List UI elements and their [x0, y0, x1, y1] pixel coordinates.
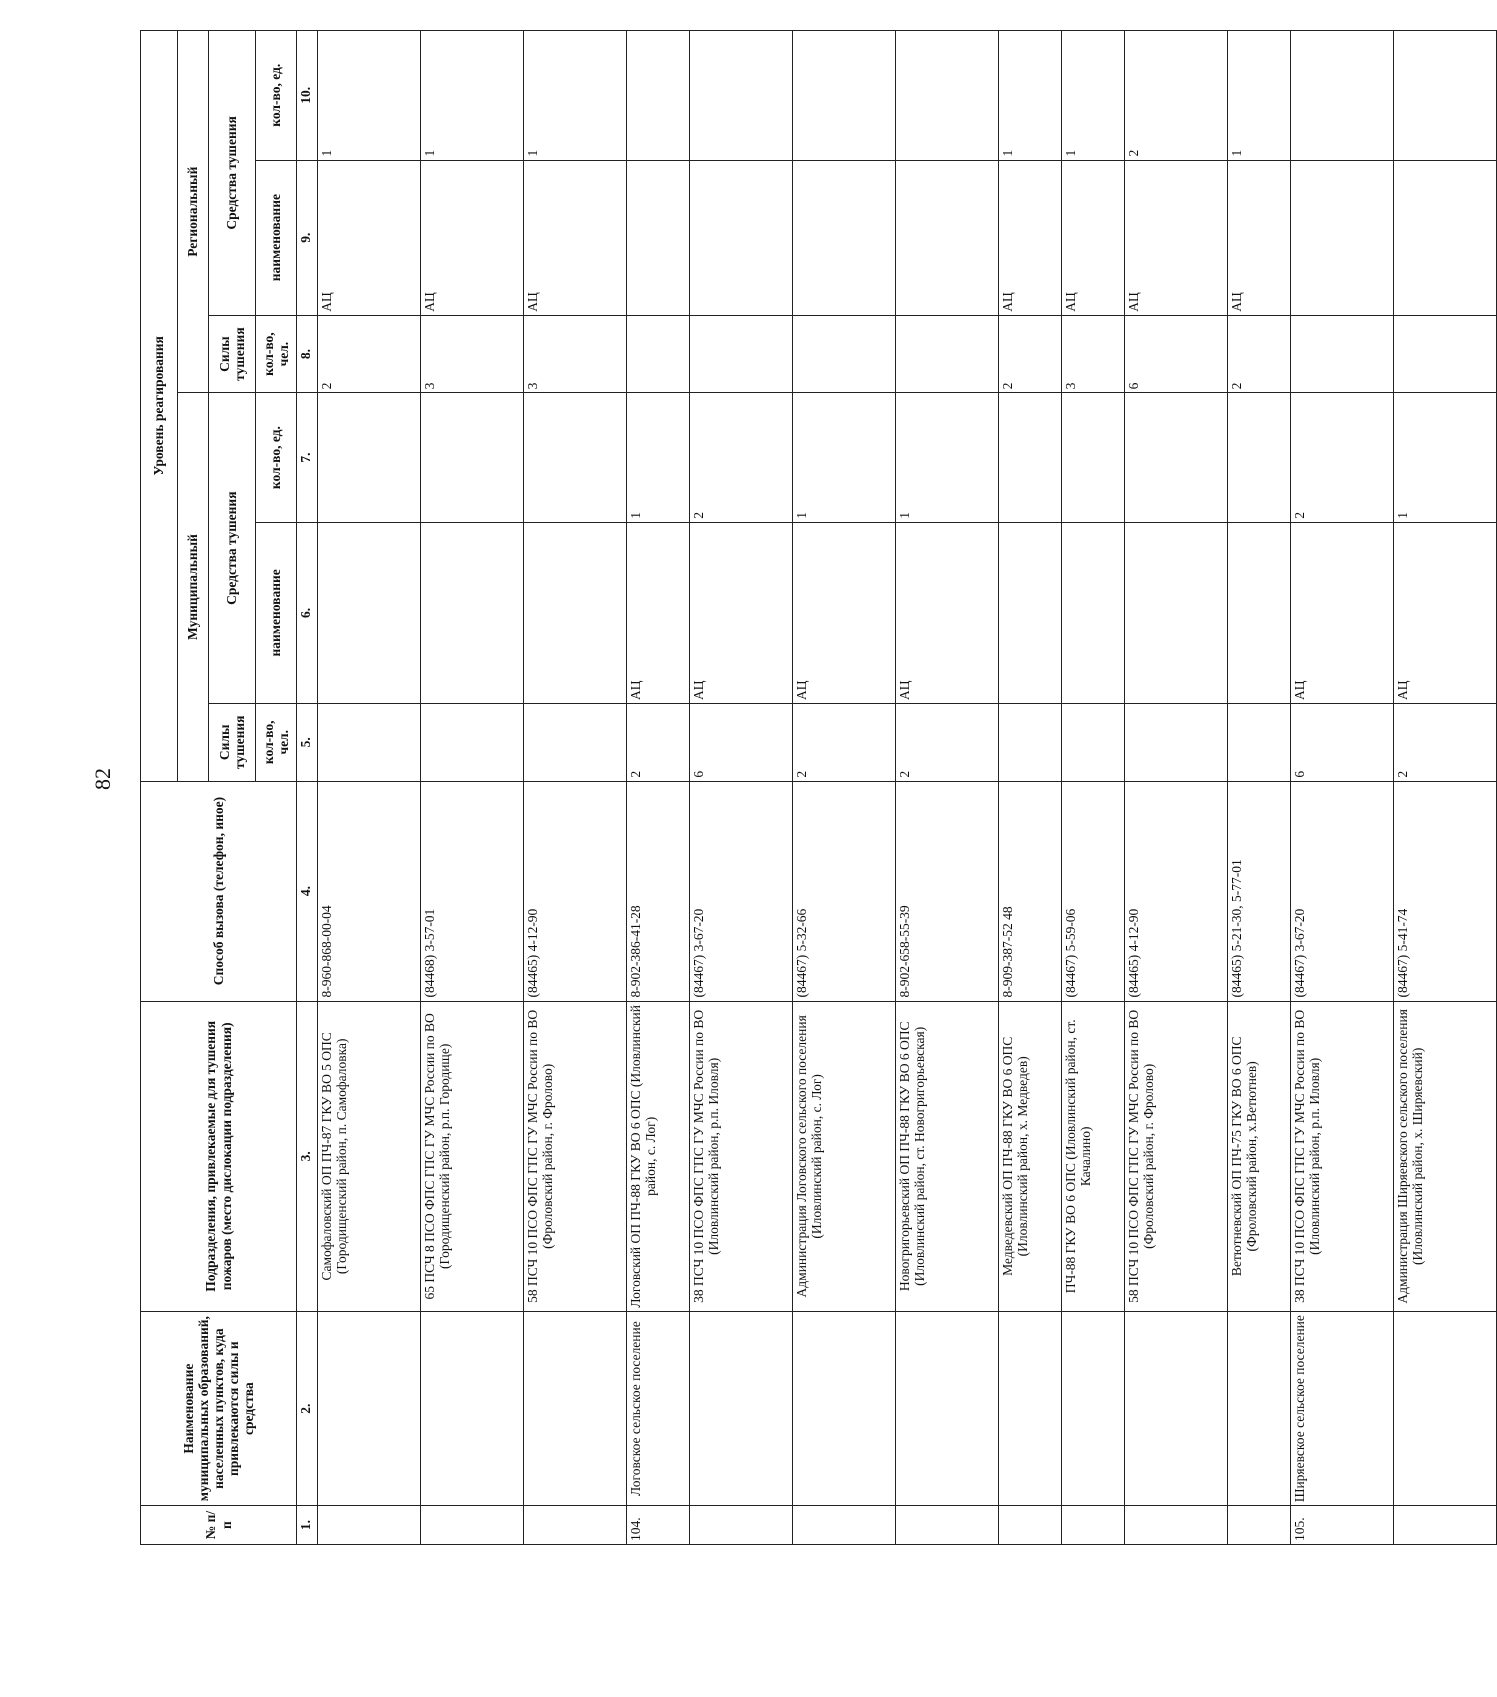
settlement-name: [896, 1312, 999, 1506]
header-regional: Региональный: [178, 31, 209, 393]
regional-means-count: [793, 31, 896, 161]
table-row: [1062, 31, 1125, 1545]
municipal-forces-count: [318, 703, 421, 781]
column-number: 3.: [297, 1001, 318, 1312]
municipal-forces-count: [1062, 703, 1125, 781]
row-number: [524, 1506, 627, 1545]
call-phone: 8-960-868-00-04: [318, 781, 421, 1001]
table-row: [627, 31, 690, 1545]
row-number: [1125, 1506, 1228, 1545]
regional-forces-count: 6: [1125, 315, 1228, 393]
regional-means-count: [627, 31, 690, 161]
municipal-forces-count: [524, 703, 627, 781]
call-phone: (84467) 3-67-20: [1291, 781, 1394, 1001]
municipal-means-count: [1228, 393, 1291, 522]
regional-means-name: АЦ: [524, 160, 627, 315]
regional-means-name: [1291, 160, 1394, 315]
header-m-name: наименование: [256, 522, 297, 703]
regional-means-count: [690, 31, 793, 161]
header-municipal-forces: Силы тушения: [209, 703, 256, 781]
header-regional-forces: Силы тушения: [209, 315, 256, 393]
table-row: [1228, 31, 1291, 1545]
fire-unit: Ветютневский ОП ПЧ-75 ГКУ ВО 6 ОПС (Фроловский район, х.Ветютнев): [1228, 1001, 1291, 1312]
regional-forces-count: 3: [421, 315, 524, 393]
municipal-means-count: 1: [793, 393, 896, 522]
table-row: [1125, 31, 1228, 1545]
call-phone: (84465) 4-12-90: [1125, 781, 1228, 1001]
municipal-means-count: [1125, 393, 1228, 522]
municipal-means-name: АЦ: [896, 522, 999, 703]
table-row: [524, 31, 627, 1545]
regional-means-name: АЦ: [318, 160, 421, 315]
municipal-means-name: АЦ: [627, 522, 690, 703]
settlement-name: [524, 1312, 627, 1506]
fire-unit: ПЧ-88 ГКУ ВО 6 ОПС (Иловлинский район, ст. Качалино): [1062, 1001, 1125, 1312]
regional-means-name: АЦ: [999, 160, 1062, 315]
call-phone: 8-909-387-52 48: [999, 781, 1062, 1001]
municipal-means-name: [318, 522, 421, 703]
municipal-means-name: АЦ: [1394, 522, 1497, 703]
row-number: [1062, 1506, 1125, 1545]
fire-unit: 58 ПСЧ 10 ПСО ФПС ГПС ГУ МЧС России по ВО (Фроловский район, г. Фролово): [524, 1001, 627, 1312]
column-number: 2.: [297, 1312, 318, 1506]
regional-forces-count: [1394, 315, 1497, 393]
header-unit: Подразделения, привлекаемые для тушения пожаров (место дислокации подразделения): [141, 1001, 297, 1312]
municipal-means-count: 1: [896, 393, 999, 522]
regional-means-count: [896, 31, 999, 161]
municipal-forces-count: 2: [627, 703, 690, 781]
regional-means-count: 1: [1228, 31, 1291, 161]
call-phone: 8-902-658-55-39: [896, 781, 999, 1001]
fire-unit: Логовский ОП ПЧ-88 ГКУ ВО 6 ОПС (Иловлинский район, с. Лог): [627, 1001, 690, 1312]
settlement-name: [690, 1312, 793, 1506]
regional-means-count: [1291, 31, 1394, 161]
header-call-method: Способ вызова (телефон, иное): [141, 781, 297, 1001]
settlement-name: [421, 1312, 524, 1506]
row-number: [896, 1506, 999, 1545]
rotated-table-container: [140, 30, 1426, 1545]
regional-means-name: [690, 160, 793, 315]
column-number: 4.: [297, 781, 318, 1001]
row-number: [999, 1506, 1062, 1545]
header-municipal: Муниципальный: [178, 393, 209, 781]
regional-means-count: 1: [999, 31, 1062, 161]
regional-means-name: [627, 160, 690, 315]
municipal-means-name: АЦ: [690, 522, 793, 703]
municipal-forces-count: 2: [1394, 703, 1497, 781]
table-row: [1291, 31, 1394, 1545]
regional-forces-count: [627, 315, 690, 393]
header-municipal-means: Средства тушения: [209, 393, 256, 704]
regional-means-name: [1394, 160, 1497, 315]
municipal-means-name: [1125, 522, 1228, 703]
settlement-name: [999, 1312, 1062, 1506]
column-number: 8.: [297, 315, 318, 393]
table-row: [896, 31, 999, 1545]
regional-forces-count: [690, 315, 793, 393]
call-phone: (84468) 3-57-01: [421, 781, 524, 1001]
regional-forces-count: 2: [1228, 315, 1291, 393]
settlement-name: [1228, 1312, 1291, 1506]
table-row: [1394, 31, 1497, 1545]
municipal-means-name: АЦ: [1291, 522, 1394, 703]
row-number: [1394, 1506, 1497, 1545]
call-phone: (84467) 5-41-74: [1394, 781, 1497, 1001]
regional-forces-count: 3: [524, 315, 627, 393]
regional-means-count: 1: [524, 31, 627, 161]
municipal-forces-count: [1125, 703, 1228, 781]
municipal-means-count: [999, 393, 1062, 522]
header-m-units: кол-во, ед.: [256, 393, 297, 522]
regional-forces-count: [896, 315, 999, 393]
settlement-name: [1125, 1312, 1228, 1506]
municipal-means-name: [524, 522, 627, 703]
municipal-forces-count: 6: [1291, 703, 1394, 781]
regional-means-count: 1: [318, 31, 421, 161]
municipal-forces-count: [999, 703, 1062, 781]
call-phone: 8-902-386-41-28: [627, 781, 690, 1001]
header-r-units: кол-во, ед.: [256, 31, 297, 161]
municipal-forces-count: 2: [896, 703, 999, 781]
regional-forces-count: [1291, 315, 1394, 393]
call-phone: (84465) 5-21-30, 5-77-01: [1228, 781, 1291, 1001]
municipal-means-count: [524, 393, 627, 522]
fire-unit: 65 ПСЧ 8 ПСО ФПС ГПС ГУ МЧС России по ВО (Городищенский район, р.п. Городище): [421, 1001, 524, 1312]
table-row: [793, 31, 896, 1545]
settlement-name: [793, 1312, 896, 1506]
municipal-means-count: [318, 393, 421, 522]
column-number: 6.: [297, 522, 318, 703]
column-number: 5.: [297, 703, 318, 781]
regional-means-name: [896, 160, 999, 315]
regional-forces-count: [793, 315, 896, 393]
table-row: [999, 31, 1062, 1545]
call-phone: (84467) 5-59-06: [1062, 781, 1125, 1001]
municipal-means-count: 1: [627, 393, 690, 522]
regional-means-count: 1: [1062, 31, 1125, 161]
municipal-forces-count: [421, 703, 524, 781]
column-number: 1.: [297, 1506, 318, 1545]
fire-unit: 38 ПСЧ 10 ПСО ФПС ГПС ГУ МЧС России по ВО (Иловлинский район, р.п. Иловля): [690, 1001, 793, 1312]
fire-unit: 58 ПСЧ 10 ПСО ФПС ГПС ГУ МЧС России по ВО (Фроловский район, г. Фролово): [1125, 1001, 1228, 1312]
municipal-means-name: [1228, 522, 1291, 703]
header-r-name: наименование: [256, 160, 297, 315]
municipal-means-count: 2: [1291, 393, 1394, 522]
fire-unit: Новогригорьевский ОП ПЧ-88 ГКУ ВО 6 ОПС (Иловлинский район, ст. Новогригорьевская): [896, 1001, 999, 1312]
fire-unit: Самофаловский ОП ПЧ-87 ГКУ ВО 5 ОПС (Городищенский район, п. Самофаловка): [318, 1001, 421, 1312]
regional-means-name: АЦ: [1062, 160, 1125, 315]
call-phone: (84467) 3-67-20: [690, 781, 793, 1001]
regional-forces-count: 3: [1062, 315, 1125, 393]
municipal-forces-count: 2: [793, 703, 896, 781]
settlement-name: [318, 1312, 421, 1506]
regional-forces-count: 2: [999, 315, 1062, 393]
fire-unit: 38 ПСЧ 10 ПСО ФПС ГПС ГУ МЧС России по ВО (Иловлинский район, р.п. Иловля): [1291, 1001, 1394, 1312]
header-r-people: кол-во, чел.: [256, 315, 297, 393]
municipal-means-count: [421, 393, 524, 522]
municipal-forces-count: [1228, 703, 1291, 781]
municipal-means-name: [999, 522, 1062, 703]
row-number: 105.: [1291, 1506, 1394, 1545]
table-row: [690, 31, 793, 1545]
regional-means-name: АЦ: [1228, 160, 1291, 315]
regional-means-name: АЦ: [1125, 160, 1228, 315]
municipal-means-name: [421, 522, 524, 703]
settlement-name: Логовское сельское поселение: [627, 1312, 690, 1506]
column-number: 9.: [297, 160, 318, 315]
municipal-means-count: 2: [690, 393, 793, 522]
fire-unit: Медведевский ОП ПЧ-88 ГКУ ВО 6 ОПС (Иловлинский район, х. Медведев): [999, 1001, 1062, 1312]
municipal-forces-count: 6: [690, 703, 793, 781]
regional-means-count: 1: [421, 31, 524, 161]
municipal-means-name: АЦ: [793, 522, 896, 703]
regional-means-name: [793, 160, 896, 315]
table-row: [421, 31, 524, 1545]
regional-means-name: АЦ: [421, 160, 524, 315]
header-number: № п/п: [141, 1506, 297, 1545]
column-number: 10.: [297, 31, 318, 161]
settlement-name: [1062, 1312, 1125, 1506]
row-number: [690, 1506, 793, 1545]
header-response-level: Уровень реагирования: [141, 31, 178, 782]
fire-unit: Администрация Логовского сельского поселения (Иловлинский район, с. Лог): [793, 1001, 896, 1312]
municipal-means-count: 1: [1394, 393, 1497, 522]
regional-means-count: 2: [1125, 31, 1228, 161]
column-number: 7.: [297, 393, 318, 522]
fire-response-table: [140, 30, 1497, 1545]
regional-means-count: [1394, 31, 1497, 161]
municipal-means-name: [1062, 522, 1125, 703]
column-number-row: [297, 31, 318, 1545]
page-number: 82: [90, 768, 115, 790]
row-number: [1228, 1506, 1291, 1545]
row-number: [318, 1506, 421, 1545]
settlement-name: [1394, 1312, 1497, 1506]
municipal-means-count: [1062, 393, 1125, 522]
table-row: [318, 31, 421, 1545]
row-number: 104.: [627, 1506, 690, 1545]
header-settlement: Наименование муниципальных образований, населенных пунктов, куда привлекаются силы и средства: [141, 1312, 297, 1506]
call-phone: (84465) 4-12-90: [524, 781, 627, 1001]
header-m-people: кол-во, чел.: [256, 703, 297, 781]
row-number: [793, 1506, 896, 1545]
call-phone: (84467) 5-32-66: [793, 781, 896, 1001]
header-regional-means: Средства тушения: [209, 31, 256, 316]
row-number: [421, 1506, 524, 1545]
fire-unit: Администрация Ширяевского сельского поселения (Иловлинский район, х. Ширяевский): [1394, 1001, 1497, 1312]
settlement-name: Ширяевское сельское поселение: [1291, 1312, 1394, 1506]
regional-forces-count: 2: [318, 315, 421, 393]
